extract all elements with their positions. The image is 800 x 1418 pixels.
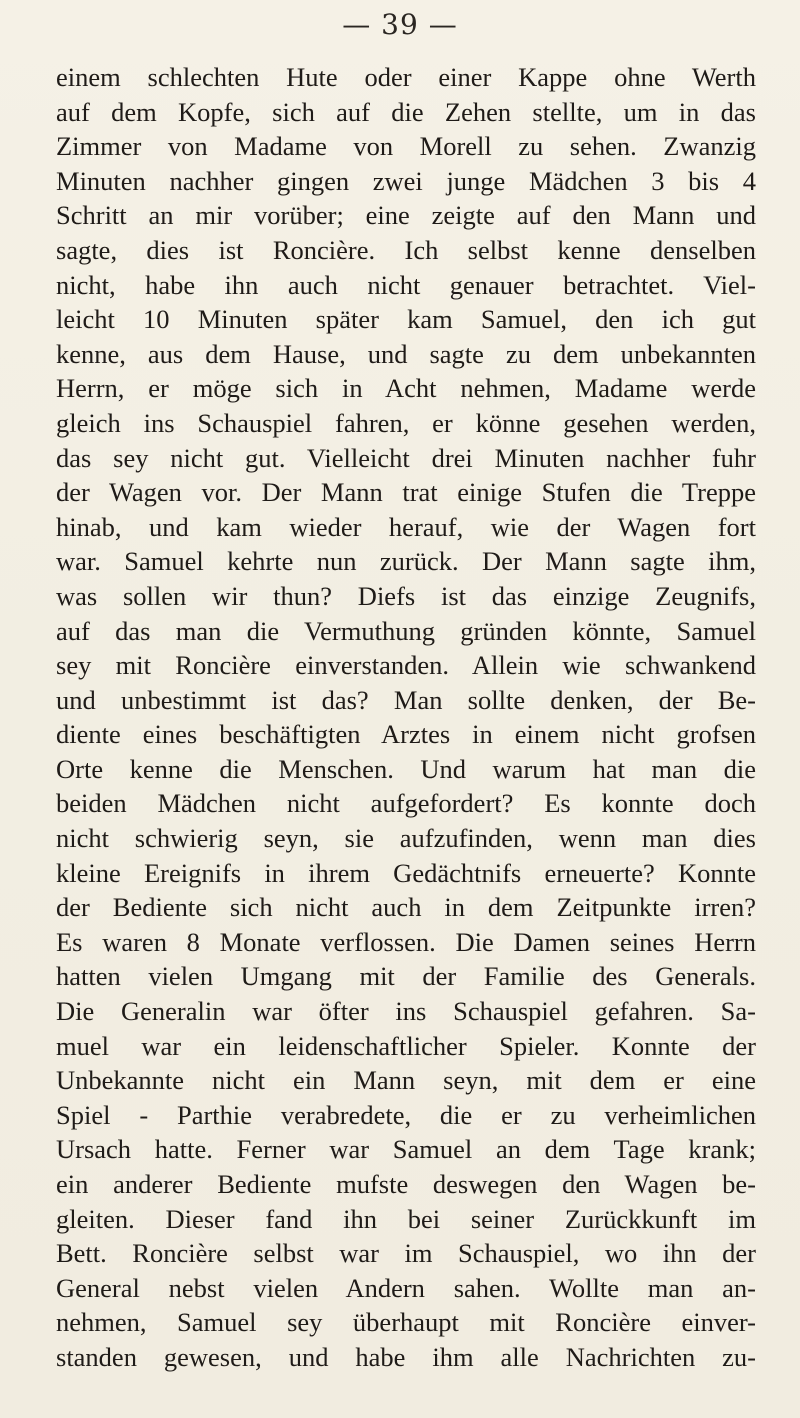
text-line: und unbestimmt ist das? Man sollte denken, der Be- bbox=[56, 684, 756, 715]
text-line: nicht schwierig seyn, sie aufzufinden, wenn man dies bbox=[56, 823, 756, 854]
text-line: was sollen wir thun? Diefs ist das einzige Zeugnifs, bbox=[56, 580, 756, 611]
text-line: hatten vielen Umgang mit der Familie des Generals. bbox=[56, 961, 756, 992]
text-line: sagte, dies ist Roncière. Ich selbst kenne denselben bbox=[56, 234, 756, 265]
text-line: der Wagen vor. Der Mann trat einige Stufen die Treppe bbox=[56, 477, 756, 508]
text-line: Es waren 8 Monate verflossen. Die Damen seines Herrn bbox=[56, 926, 756, 957]
text-line: Minuten nachher gingen zwei junge Mädchen 3 bis 4 bbox=[56, 165, 756, 196]
text-line: Bett. Roncière selbst war im Schauspiel, wo ihn der bbox=[56, 1238, 756, 1269]
text-line: nehmen, Samuel sey überhaupt mit Roncière einver- bbox=[56, 1307, 756, 1338]
text-line: kenne, aus dem Hause, und sagte zu dem unbekannten bbox=[56, 338, 756, 369]
text-line: gleiten. Dieser fand ihn bei seiner Zurückkunft im bbox=[56, 1203, 756, 1234]
text-line: Spiel - Parthie verabredete, die er zu verheimlichen bbox=[56, 1099, 756, 1130]
text-line: gleich ins Schauspiel fahren, er könne gesehen werden, bbox=[56, 407, 756, 438]
text-line: hinab, und kam wieder herauf, wie der Wagen fort bbox=[56, 511, 756, 542]
text-line: leicht 10 Minuten später kam Samuel, den ich gut bbox=[56, 304, 756, 335]
text-line: Herrn, er möge sich in Acht nehmen, Madame werde bbox=[56, 373, 756, 404]
text-line: diente eines beschäftigten Arztes in einem nicht grofsen bbox=[56, 719, 756, 750]
text-line: Zimmer von Madame von Morell zu sehen. Zwanzig bbox=[56, 131, 756, 162]
text-line: kleine Ereignifs in ihrem Gedächtnifs erneuerte? Konnte bbox=[56, 857, 756, 888]
text-line: auf dem Kopfe, sich auf die Zehen stellte, um in das bbox=[56, 96, 756, 127]
text-line: sey mit Roncière einverstanden. Allein wie schwankend bbox=[56, 650, 756, 681]
text-line: General nebst vielen Andern sahen. Wollte man an- bbox=[56, 1272, 756, 1303]
text-line: Ursach hatte. Ferner war Samuel an dem Tage krank; bbox=[56, 1134, 756, 1165]
text-line: beiden Mädchen nicht aufgefordert? Es konnte doch bbox=[56, 788, 756, 819]
text-line: der Bediente sich nicht auch in dem Zeitpunkte irren? bbox=[56, 892, 756, 923]
text-line: war. Samuel kehrte nun zurück. Der Mann sagte ihm, bbox=[56, 546, 756, 577]
page-number: — 39 — bbox=[342, 8, 458, 41]
text-line: Orte kenne die Menschen. Und warum hat man die bbox=[56, 753, 756, 784]
text-line: muel war ein leidenschaftlicher Spieler. Konnte der bbox=[56, 1030, 756, 1061]
text-line: das sey nicht gut. Vielleicht drei Minuten nachher fuhr bbox=[56, 442, 756, 473]
text-line: ein anderer Bediente mufste deswegen den Wagen be- bbox=[56, 1169, 756, 1199]
body-text bbox=[56, 60, 756, 1375]
text-line: standen gewesen, und habe ihm alle Nachrichten zu- bbox=[56, 1341, 756, 1372]
text-line: Schritt an mir vorüber; eine zeigte auf den Mann und bbox=[56, 200, 756, 231]
text-line: einem schlechten Hute oder einer Kappe ohne Werth bbox=[56, 62, 756, 92]
text-line: nicht, habe ihn auch nicht genauer betrachtet. Viel- bbox=[56, 269, 756, 300]
text-line: Unbekannte nicht ein Mann seyn, mit dem er eine bbox=[56, 1065, 756, 1096]
text-line: Die Generalin war öfter ins Schauspiel gefahren. Sa- bbox=[56, 996, 756, 1027]
text-line: auf das man die Vermuthung gründen könnte, Samuel bbox=[56, 615, 756, 646]
